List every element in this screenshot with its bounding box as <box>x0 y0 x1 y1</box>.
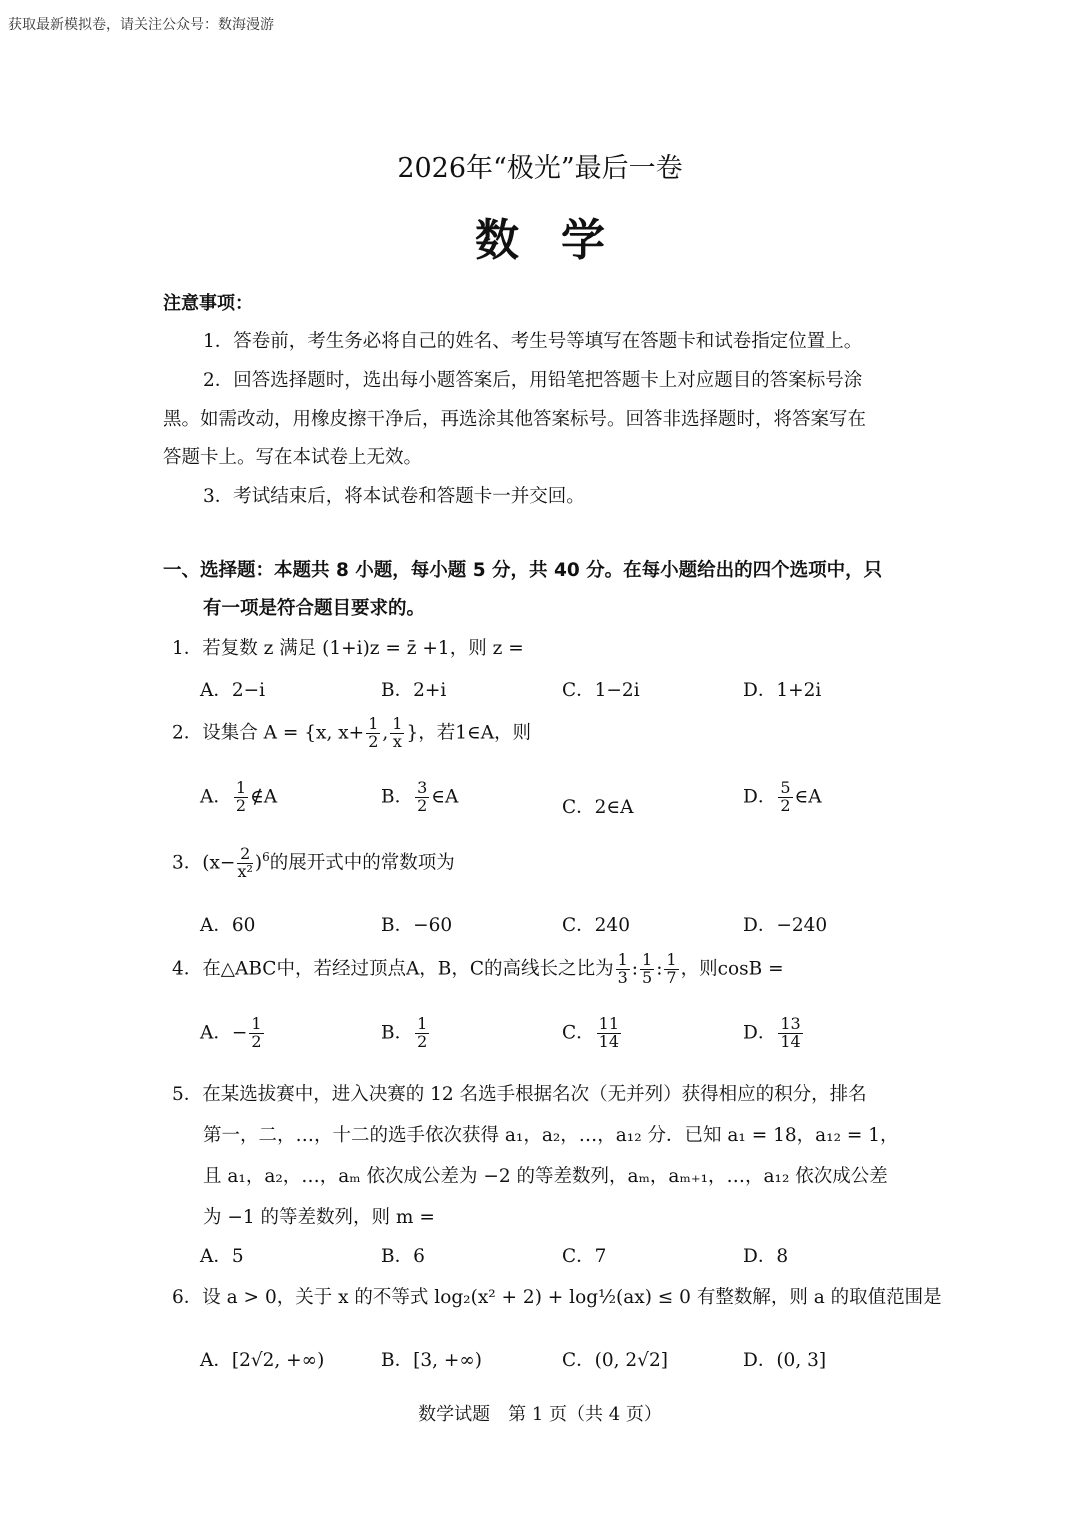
q3-option-c: C．240 <box>562 915 630 936</box>
fraction: $\frac{1}{x}$ <box>392 714 403 751</box>
question-4-stem: 4．在△ABC中，若经过顶点A，B，C的高线长之比为 $\frac{1}{3}$ : $\frac{1}{5}$ : $\frac{1}{7}$ ，则cosB = <box>172 950 784 987</box>
q4-option-a: A．− $\frac{1}{2}$ <box>200 1014 262 1051</box>
q5-option-c: C．7 <box>562 1246 607 1267</box>
q5-option-d: D．8 <box>743 1246 789 1267</box>
question-3-stem: 3．(x− $\frac{2}{\text{x²}}$ )$^6$的展开式中的常数项为 <box>172 844 455 881</box>
q6-option-c: C．(0, 2√2] <box>562 1350 668 1371</box>
q2-option-c: C．2∈A <box>562 797 634 818</box>
fraction: $\frac{1}{2}$ <box>368 714 379 751</box>
section-heading: 一、选择题：本题共 8 小题，每小题 5 分，共 40 分。在每小题给出的四个选项中，只 <box>163 560 883 581</box>
notice-heading: 注意事项： <box>163 293 253 314</box>
q1-option-b: B．2+i <box>381 680 447 701</box>
question-5-line-2: 第一，二，…，十二的选手依次获得 a₁，a₂，…，a₁₂ 分．已知 a₁ = 18，a₁₂ = 1， <box>203 1125 899 1146</box>
question-5-line-4: 为 −1 的等差数列，则 m = <box>203 1207 435 1228</box>
page-footer: 数学试题 第 1 页（共 4 页） <box>418 1404 662 1425</box>
notice-item-2: 2．回答选择题时，选出每小题答案后，用铅笔把答题卡上对应题目的答案标号涂 <box>203 370 863 391</box>
question-5-line-3: 且 a₁，a₂，…，aₘ 依次成公差为 −2 的等差数列，aₘ，aₘ₊₁，…，a₁₂ 依次成公差 <box>203 1166 888 1187</box>
exam-title: 2026年“极光”最后一卷 <box>397 153 683 184</box>
section-heading-cont: 有一项是符合题目要求的。 <box>203 598 426 619</box>
question-1-stem: 1．若复数 z 满足 (1+i)z = z̄ +1，则 z = <box>172 638 524 659</box>
watermark: 获取最新模拟卷，请关注公众号：数海漫游 <box>8 17 274 33</box>
q3-option-b: B．−60 <box>381 915 453 936</box>
q5-option-a: A．5 <box>200 1246 244 1267</box>
q2-option-a: A． $\frac{1}{2}$ ∉A <box>200 778 278 815</box>
q3-option-a: A．60 <box>200 915 256 936</box>
q5-option-b: B．6 <box>381 1246 425 1267</box>
question-2-stem: 2．设集合 A = {x, x+ $\frac{1}{2}$ , $\frac{1}{x}$ }，若1∈A，则 <box>172 714 532 751</box>
question-6-stem: 6．设 a > 0，关于 x 的不等式 log₂(x² + 2) + log½(ax) ≤ 0 有整数解，则 a 的取值范围是 <box>172 1287 942 1308</box>
q6-option-a: A．[2√2, +∞) <box>200 1350 325 1371</box>
q6-option-b: B．[3, +∞) <box>381 1350 482 1371</box>
q2-option-b: B． $\frac{3}{2}$ ∈A <box>381 778 459 815</box>
q4-option-c: C． $\frac{11}{14}$ <box>562 1014 620 1051</box>
q1-option-c: C．1−2i <box>562 680 640 701</box>
q2-option-d: D． $\frac{5}{2}$ ∈A <box>743 778 822 815</box>
q4-option-b: B． $\frac{1}{2}$ <box>381 1014 428 1051</box>
notice-item-2-cont: 黑。如需改动，用橡皮擦干净后，再选涂其他答案标号。回答非选择题时，将答案写在 <box>163 409 867 430</box>
q3-option-d: D．−240 <box>743 915 828 936</box>
notice-item-1: 1．答卷前，考生务必将自己的姓名、考生号等填写在答题卡和试卷指定位置上。 <box>203 331 863 352</box>
q1-option-a: A．2−i <box>200 680 266 701</box>
q4-option-d: D． $\frac{13}{14}$ <box>743 1014 801 1051</box>
q1-option-d: D．1+2i <box>743 680 822 701</box>
notice-item-3: 3．考试结束后，将本试卷和答题卡一并交回。 <box>203 486 585 507</box>
question-5-line-1: 5．在某选拔赛中，进入决赛的 12 名选手根据名次（无并列）获得相应的积分，排名 <box>172 1084 867 1105</box>
notice-item-2-cont2: 答题卡上。写在本试卷上无效。 <box>163 447 423 468</box>
subject-heading: 数学 <box>475 215 647 266</box>
q6-option-d: D．(0, 3] <box>743 1350 827 1371</box>
